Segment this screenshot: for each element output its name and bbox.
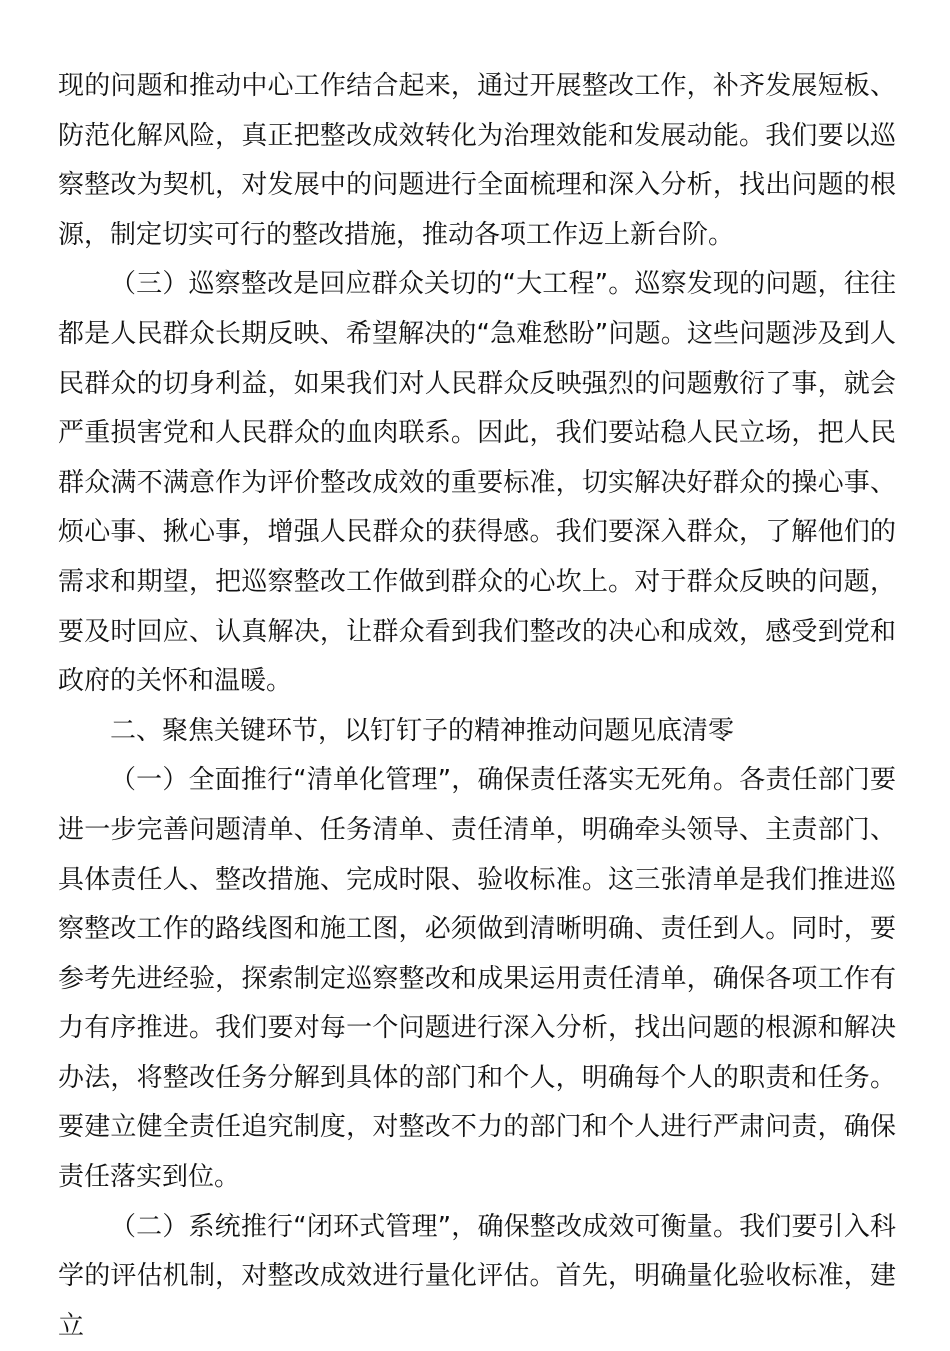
document-body (58, 62, 896, 1351)
paragraph-continuation: 现的问题和推动中心工作结合起来，通过开展整改工作，补齐发展短板、防范化解风险，真正把整改成效转化为治理效能和发展动能。我们要以巡察整改为契机，对发展中的问题进行全面梳理和深入分析，找出问题的根源，制定切实可行的整改措施，推动各项工作迈上新台阶。 (58, 71, 896, 250)
paragraph-section-three: （三）巡察整改是回应群众关切的“大工程”。巡察发现的问题，往往都是人民群众长期反映、希望解决的“急难愁盼”问题。这些问题涉及到人民群众的切身利益，如果我们对人民群众反映强烈的问题敷衍了事，就会严重损害党和人民群众的血肉联系。因此，我们要站稳人民立场，把人民群众满不满意作为评价整改成效的重要标准，切实解决好群众的操心事、烦心事、揪心事，增强人民群众的获得感。我们要深入群众，了解他们的需求和期望，把巡察整改工作做到群众的心坎上。对于群众反映的问题，要及时回应、认真解决，让群众看到我们整改的决心和成效，感受到党和政府的关怀和温暖。 (58, 269, 896, 697)
paragraph-subsection-two: （二）系统推行“闭环式管理”，确保整改成效可衡量。我们要引入科学的评估机制，对整改成效进行量化评估。首先，明确量化验收标准，建立 (58, 1211, 896, 1341)
paragraph-subsection-one: （一）全面推行“清单化管理”，确保责任落实无死角。各责任部门要进一步完善问题清单、任务清单、责任清单，明确牵头领导、主责部门、具体责任人、整改措施、完成时限、验收标准。这三张清单是我们推进巡察整改工作的路线图和施工图，必须做到清晰明确、责任到人。同时，要参考先进经验，探索制定巡察整改和成果运用责任清单，确保各项工作有力有序推进。我们要对每一个问题进行深入分析，找出问题的根源和解决办法，将整改任务分解到具体的部门和个人，明确每个人的职责和任务。要建立健全责任追究制度，对整改不力的部门和个人进行严肃问责，确保责任落实到位。 (58, 765, 896, 1193)
section-heading-two: 二、聚焦关键环节，以钉钉子的精神推动问题见底清零 (110, 715, 735, 746)
